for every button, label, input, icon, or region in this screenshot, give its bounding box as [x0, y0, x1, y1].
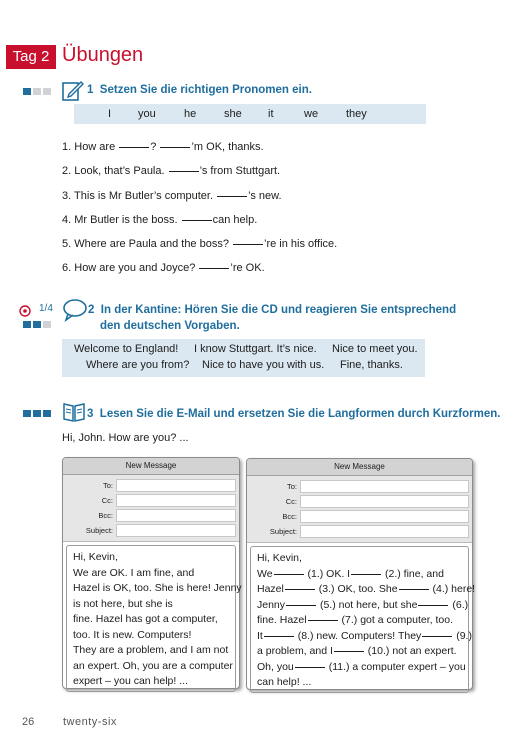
field-label: Bcc: [98, 510, 113, 520]
phrase: I know Stuttgart. It’s nice. [194, 343, 317, 355]
sentence-3: 3. This is Mr Butler’s computer. ’s new. [62, 190, 282, 202]
phrase: Where are you from? [86, 359, 190, 371]
sentence-5: 5. Where are Paula and the boss? ’re in his office. [62, 238, 338, 250]
email-intro: Hi, John. How are you? ... [62, 432, 189, 444]
pronoun: she [224, 108, 242, 120]
answer-gap[interactable] [295, 667, 325, 668]
subject-field[interactable] [116, 524, 236, 537]
email-header-fields [63, 475, 239, 542]
page-title: Übungen [62, 44, 144, 66]
bcc-field[interactable] [300, 510, 469, 523]
window-title: New Message [247, 459, 472, 476]
pronoun: I [108, 108, 112, 120]
pronoun: they [346, 108, 367, 120]
level-indicator [23, 321, 51, 328]
email-window-left [62, 457, 240, 689]
email-header-fields [247, 476, 472, 543]
answer-gap[interactable] [217, 196, 247, 197]
field-label: To: [286, 481, 297, 491]
bcc-field[interactable] [116, 509, 236, 522]
sentence-1: 1. How are ? ’m OK, thanks. [62, 141, 264, 153]
answer-gap[interactable] [286, 605, 316, 606]
pronoun: it [268, 108, 274, 120]
pronoun: you [138, 108, 156, 120]
answer-gap[interactable] [399, 589, 429, 590]
answer-gap[interactable] [351, 574, 381, 575]
sentence-4: 4. Mr Butler is the boss. can help. [62, 214, 258, 226]
pronoun-bar [74, 104, 426, 124]
field-label: Bcc: [282, 511, 297, 521]
answer-gap[interactable] [160, 147, 190, 148]
phrase-box [62, 339, 425, 377]
field-label: To: [102, 480, 113, 490]
phrase: Welcome to England! [74, 343, 179, 355]
answer-gap[interactable] [418, 605, 448, 606]
window-title: New Message [63, 458, 239, 475]
level-indicator [23, 88, 51, 95]
exercise-1-title: 1 Setzen Sie die richtigen Pronomen ein. [87, 84, 312, 96]
track-number: 1/4 [39, 303, 53, 314]
to-field[interactable] [300, 480, 469, 493]
cc-field[interactable] [116, 494, 236, 507]
exercise-3-title: 3 Lesen Sie die E-Mail und ersetzen Sie die Langformen durch Kurzformen. [87, 408, 501, 420]
to-field[interactable] [116, 479, 236, 492]
page-number-word: twenty-six [63, 716, 117, 728]
email-body-gapfill: Hi, Kevin, We (1.) OK. I (2.) fine, and Hazel (3.) OK, too. She (4.) here! Jenny (5.) not here, but she (6.) fine. Hazel (7.) got a computer, too. It (8.) new. Computers! They (9.) a problem, and I (10.) not an expert. Oh, you (11.) a computer expert – you can help! ... [250, 546, 469, 693]
answer-gap[interactable] [274, 574, 304, 575]
answer-gap[interactable] [199, 268, 229, 269]
book-icon [62, 401, 86, 428]
phrase: Nice to have you with us. [202, 359, 325, 371]
sentence-6: 6. How are you and Joyce? ’re OK. [62, 262, 265, 274]
field-label: Subject: [85, 525, 113, 535]
answer-gap[interactable] [334, 651, 364, 652]
phrase: Fine, thanks. [340, 359, 403, 371]
field-label: Subject: [269, 526, 297, 536]
cd-icon [19, 304, 31, 322]
answer-gap[interactable] [182, 220, 212, 221]
level-indicator [23, 410, 51, 417]
phrase: Nice to meet you. [332, 343, 418, 355]
answer-gap[interactable] [285, 589, 315, 590]
answer-gap[interactable] [233, 244, 263, 245]
answer-gap[interactable] [264, 636, 294, 637]
answer-gap[interactable] [422, 636, 452, 637]
field-label: Cc: [285, 496, 297, 506]
answer-gap[interactable] [119, 147, 149, 148]
speech-bubble-icon [62, 298, 90, 327]
field-label: Cc: [101, 495, 113, 505]
email-window-right [246, 458, 476, 690]
pronoun: he [184, 108, 197, 120]
answer-gap[interactable] [169, 171, 199, 172]
subject-field[interactable] [300, 525, 469, 538]
page-number: 26 [22, 716, 35, 728]
sentence-2: 2. Look, that’s Paula. ’s from Stuttgart. [62, 165, 281, 177]
pencil-icon [62, 80, 84, 107]
cc-field[interactable] [300, 495, 469, 508]
email-body: Hi, Kevin, We are OK. I am fine, and Hazel is OK, too. She is here! Jenny is not here, but she is fine. Hazel has got a computer, too. It is new. Computers! They are a problem, and I am not an expert. Oh, you are a computer expert – you can help! ... [66, 545, 236, 692]
day-tag: Tag 2 [6, 45, 56, 69]
pronoun: we [304, 108, 319, 120]
answer-gap[interactable] [308, 620, 338, 621]
exercise-2-title: 2 In der Kantine: Hören Sie die CD und reagieren Sie entsprechend den deutschen Vorgaben. [88, 304, 457, 332]
